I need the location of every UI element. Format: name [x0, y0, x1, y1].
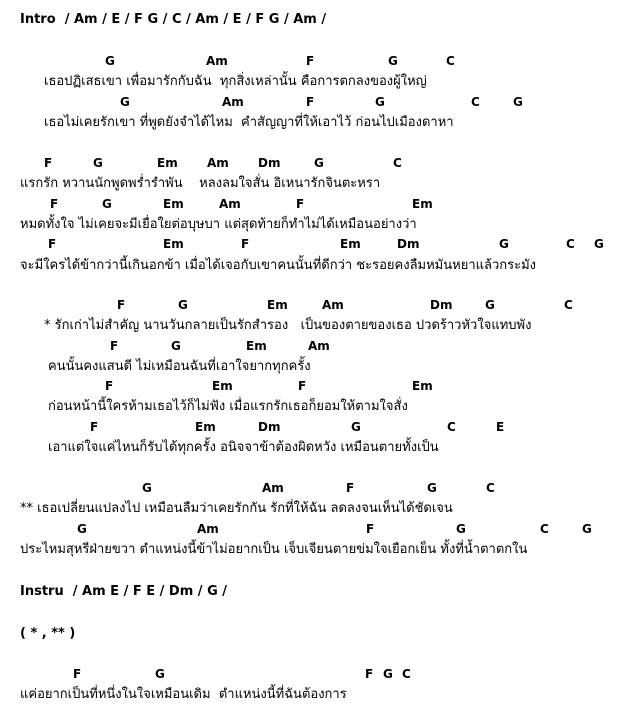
lyric-line: หมดทั้งใจ ไม่เคยจะมีเยื่อใยต่อบุษบา แต่สุดท้ายก็ทำไม่ได้เหมือนอย่างว่า: [20, 217, 417, 232]
chord: C: [566, 237, 575, 251]
lyric-line: คนนั้นคงแสนดี ไม่เหมือนฉันที่เอาใจยากทุกครั้ง: [48, 359, 311, 374]
chord: F: [346, 481, 355, 495]
chord: G: [178, 298, 188, 312]
chord: G: [171, 339, 181, 353]
chord: G: [582, 522, 592, 536]
chord: Am: [262, 481, 284, 495]
chord: G: [499, 237, 509, 251]
chord: E: [496, 420, 505, 434]
chord: Am: [219, 197, 241, 211]
lyric-line: * รักเก่าไม่สำคัญ นานวันกลายเป็นรักสำรอง เป็นของตายของเธอ ปวดร้าวหัวใจแทบพัง: [44, 318, 532, 333]
chord: Am: [308, 339, 330, 353]
chord: C: [540, 522, 549, 536]
chord: F: [105, 379, 114, 393]
chord: G: [388, 54, 398, 68]
chord: C: [402, 667, 411, 681]
lyric-line: เธอไม่เคยรักเขา ที่พูดยังจำได้ไหม คำสัญญาที่ให้เอาไว้ ก่อนไปเมืองดาหา: [44, 115, 454, 130]
chord: G: [383, 667, 393, 681]
lyric-line: ประไหมสุหรีฝ่ายขวา ตำแหน่งนี้ข้าไม่อยากเป็น เจ็บเจียนตายข่มใจเยือกเย็น ทั้งที่น้ำตาตกใน: [20, 542, 528, 557]
chord: Em: [157, 156, 178, 170]
chord: Am: [322, 298, 344, 312]
chord: C: [446, 54, 455, 68]
chord: F: [365, 667, 374, 681]
chord: Em: [212, 379, 233, 393]
chord: Am: [222, 95, 244, 109]
chord: Dm: [397, 237, 420, 251]
chord: F: [44, 156, 53, 170]
chord: G: [102, 197, 112, 211]
repeat-marker: ( * , ** ): [20, 626, 76, 641]
chord: G: [120, 95, 130, 109]
chord: Am: [207, 156, 229, 170]
chord: C: [447, 420, 456, 434]
instru-line: Instru / Am E / F E / Dm / G /: [20, 584, 228, 599]
chord: Am: [206, 54, 228, 68]
chord: C: [393, 156, 402, 170]
chord: G: [351, 420, 361, 434]
chord: G: [77, 522, 87, 536]
intro-line: Intro / Am / E / F G / C / Am / E / F G / Am /: [20, 12, 327, 27]
lyric-line: ก่อนหน้านี้ใครห้ามเธอไว้ก็ไม่ฟัง เมื่อแรกรักเธอก็ยอมให้ตามใจสั่ง: [48, 399, 408, 414]
chord: F: [50, 197, 59, 211]
chord: F: [306, 54, 315, 68]
chord: Dm: [258, 156, 281, 170]
chord: G: [93, 156, 103, 170]
chord: G: [513, 95, 523, 109]
chord: F: [90, 420, 99, 434]
chord: Em: [195, 420, 216, 434]
lyric-line: เอาแต่ใจแค่ไหนก็รับได้ทุกครั้ง อนิจจาข้าต้องผิดหวัง เหมือนตายทั้งเป็น: [48, 440, 439, 455]
chord: F: [73, 667, 82, 681]
chord: F: [48, 237, 57, 251]
chord: Em: [412, 197, 433, 211]
chord: G: [594, 237, 604, 251]
chord: F: [306, 95, 315, 109]
chord: G: [427, 481, 437, 495]
lyric-line: ** เธอเปลี่ยนแปลงไป เหมือนลืมว่าเคยรักกัน รักที่ให้ฉัน ลดลงจนเห็นได้ชัดเจน: [20, 501, 453, 516]
chord: G: [456, 522, 466, 536]
chord: Dm: [258, 420, 281, 434]
chord: G: [142, 481, 152, 495]
lyric-line: แค่อยากเป็นที่หนึ่งในใจเหมือนเดิม ตำแหน่งนี้ที่ฉันต้องการ: [20, 687, 347, 702]
chord: G: [485, 298, 495, 312]
lyric-line: จะมีใครได้ข้ากว่านี้เกินอกข้า เมื่อได้เจอกับเขาคนนั้นที่ดีกว่า ชะรอยคงลืมหมันหยาแล้วกระมัง: [20, 258, 537, 273]
chord: Dm: [430, 298, 453, 312]
chord: F: [366, 522, 375, 536]
lyric-line: เธอปฏิเสธเขา เพื่อมารักกับฉัน ทุกสิ่งเหล่านั้น คือการตกลงของผู้ใหญ่: [44, 74, 427, 89]
chord: F: [296, 197, 305, 211]
chord: G: [314, 156, 324, 170]
chord: Em: [163, 197, 184, 211]
chord: Am: [197, 522, 219, 536]
chord: Em: [267, 298, 288, 312]
chord: Em: [163, 237, 184, 251]
chord: G: [105, 54, 115, 68]
chord: C: [564, 298, 573, 312]
chord: C: [471, 95, 480, 109]
chord: F: [117, 298, 126, 312]
chord: Em: [340, 237, 361, 251]
chord: Em: [412, 379, 433, 393]
chord: G: [155, 667, 165, 681]
chord: Em: [246, 339, 267, 353]
chord: G: [375, 95, 385, 109]
chord: F: [298, 379, 307, 393]
lyric-line: แรกรัก หวานนักพูดพร่ำรำพัน หลงลมใจสั่น อิเหนารักจินตะหรา: [20, 176, 381, 191]
chord: C: [486, 481, 495, 495]
chord: F: [110, 339, 119, 353]
chord: F: [241, 237, 250, 251]
